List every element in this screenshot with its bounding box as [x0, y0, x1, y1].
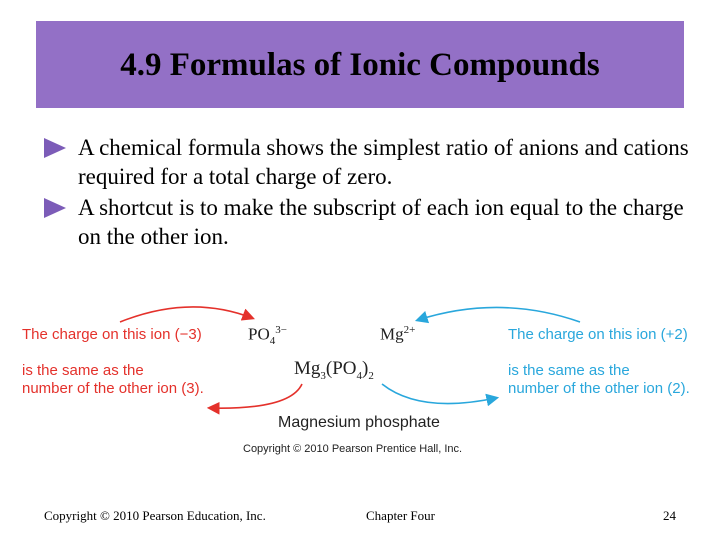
- left-label-charge: The charge on this ion (−3): [22, 326, 202, 343]
- compound-name: Magnesium phosphate: [278, 414, 440, 431]
- red-arrow-top: [120, 307, 252, 322]
- bullet-arrow-icon: [44, 138, 66, 158]
- right-label-number: number of the other ion (2).: [508, 380, 690, 397]
- bullet-arrow-icon: [44, 198, 66, 218]
- left-label-number: number of the other ion (3).: [22, 380, 204, 397]
- footer-chapter: Chapter Four: [366, 508, 435, 523]
- bullet-text: A shortcut is to make the subscript of each ion equal to the charge on the other ion.: [78, 195, 684, 249]
- footer-copyright: Copyright © 2010 Pearson Education, Inc.: [44, 508, 266, 523]
- compound-formula: $Mg_3(PO_4)_2$: [294, 358, 374, 382]
- ionic-formula-diagram: [20, 302, 710, 462]
- bullet-text: A chemical formula shows the simplest ratio of anions and cations required for a total charge of zero.: [78, 135, 689, 189]
- phosphate-ion: $PO_4^{3-}$: [248, 324, 287, 348]
- red-arrow-bottom: [210, 384, 302, 408]
- title-bar: [36, 21, 684, 108]
- magnesium-ion: $Mg^{2+}$: [380, 324, 416, 344]
- bullet-item: [44, 193, 694, 251]
- bullet-item: [44, 133, 694, 191]
- right-label-same: is the same as the: [508, 362, 630, 379]
- blue-arrow-top: [418, 307, 580, 322]
- figure-copyright: Copyright © 2010 Pearson Prentice Hall, Inc.: [243, 443, 463, 455]
- page-number: 24: [663, 508, 676, 523]
- blue-arrow-bottom: [382, 384, 496, 404]
- right-label-charge: The charge on this ion (+2): [508, 326, 688, 343]
- bullet-list: [44, 133, 694, 253]
- left-label-same: is the same as the: [22, 362, 144, 379]
- slide-title: 4.9 Formulas of Ionic Compounds: [120, 47, 600, 83]
